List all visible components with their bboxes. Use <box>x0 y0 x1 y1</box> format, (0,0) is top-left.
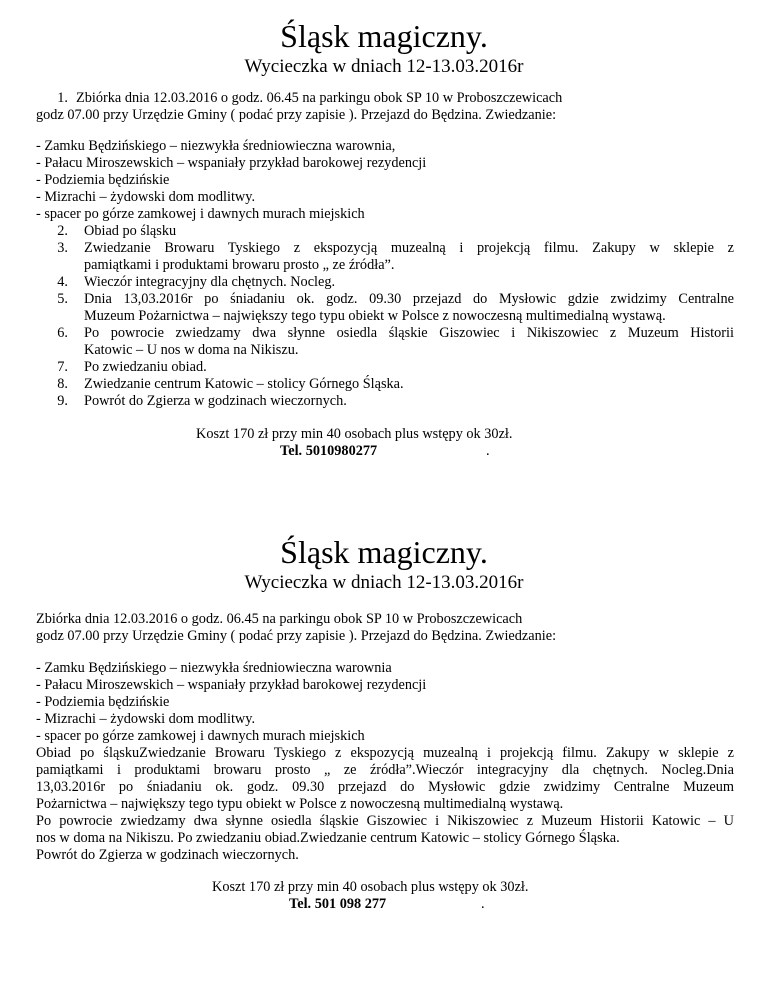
section1-number: 4. <box>57 274 68 290</box>
section1-numbered-item: Muzeum Pożarnictwa – największy tego typu obiekt w Polsce z nowoczesną multimedialną wystawą. <box>84 308 666 324</box>
section1-dash-item: - spacer po górze zamkowej i dawnych murach miejskich <box>36 206 365 222</box>
section2-subtitle: Wycieczka w dniach 12-13.03.2016r <box>244 572 524 593</box>
section1-number: 2. <box>57 223 68 239</box>
section2-title: Śląsk magiczny. <box>280 534 488 570</box>
section1-dot: . <box>486 443 490 459</box>
section1-number: 8. <box>57 376 68 392</box>
section2-phone: Tel. 501 098 277 <box>289 896 387 912</box>
section1-numbered-item: Zwiedzanie Browaru Tyskiego z ekspozycją muzealną i projekcją filmu. Zakupy w sklepie z <box>84 240 734 256</box>
section1-numbered-item: Zwiedzanie centrum Katowic – stolicy Górnego Śląska. <box>84 376 404 392</box>
section2-dash-item: - Pałacu Miroszewskich – wspaniały przykład barokowej rezydencji <box>36 677 427 693</box>
section2-dash-item: - spacer po górze zamkowej i dawnych murach miejskich <box>36 728 365 744</box>
section1-numbered-item: Obiad po śląsku <box>84 223 177 239</box>
section1-dash-item: - Zamku Będzińskiego – niezwykła średniowieczna warownia, <box>36 138 396 154</box>
section1-cost: Koszt 170 zł przy min 40 osobach plus wstępy ok 30zł. <box>196 426 513 442</box>
section2-intro-line: godz 07.00 przy Urzędzie Gminy ( podać przy zapisie ). Przejazd do Będzina. Zwiedzanie: <box>36 628 557 644</box>
section2-cost: Koszt 170 zł przy min 40 osobach plus wstępy ok 30zł. <box>212 879 529 895</box>
section1-dash-item: - Podziemia będzińskie <box>36 172 170 188</box>
section1-numbered-item: Wieczór integracyjny dla chętnych. Nocleg. <box>84 274 336 290</box>
section2-paragraph-line: Powrót do Zgierza w godzinach wieczornych. <box>36 847 299 863</box>
section2-paragraph-line: nos w doma na Nikiszu. Po zwiedzaniu obiad.Zwiedzanie centrum Katowic – stolicy Górnego Śląska. <box>36 830 620 846</box>
section2-dash-item: - Zamku Będzińskiego – niezwykła średniowieczna warownia <box>36 660 392 676</box>
section1-phone: Tel. 5010980277 <box>280 443 378 459</box>
section2-dash-item: - Mizrachi – żydowski dom modlitwy. <box>36 711 256 727</box>
section2-paragraph-line: 13,03.2016r po śniadaniu ok. godz. 09.30 przejazd do Mysłowic gdzie zwidzimy Centralne Muzeum <box>36 779 734 795</box>
section1-intro-line: godz 07.00 przy Urzędzie Gminy ( podać przy zapisie ). Przejazd do Będzina. Zwiedzanie: <box>36 107 557 123</box>
section2-paragraph-line: Po powrocie zwiedzamy dwa słynne osiedla śląskie Giszowiec i Nikiszowiec z Muzeum Historii Katowic – U <box>36 813 734 829</box>
section2-paragraph-line: Obiad po śląskuZwiedzanie Browaru Tyskiego z ekspozycją muzealną i projekcją filmu. Zakupy w sklepie z <box>36 745 734 761</box>
section1-numbered-item: Dnia 13,03.2016r po śniadaniu ok. godz. 09.30 przejazd do Mysłowic gdzie zwidzimy Centralne <box>84 291 734 307</box>
section1-numbered-item: Katowic – U nos w doma na Nikiszu. <box>84 342 299 358</box>
section1-subtitle: Wycieczka w dniach 12-13.03.2016r <box>244 56 524 77</box>
section1-number: 7. <box>57 359 68 375</box>
section1-numbered-item: Po zwiedzaniu obiad. <box>84 359 207 375</box>
section2-paragraph-line: Pożarnictwa – największy tego typu obiekt w Polsce z nowoczesną multimedialną wystawą. <box>36 796 564 812</box>
section1-numbered-item: pamiątkami i produktami browaru prosto „ ze źródła”. <box>84 257 395 273</box>
section1-numbered-item: Po powrocie zwiedzamy dwa słynne osiedla śląskie Giszowiec i Nikiszowiec z Muzeum Historii <box>84 325 734 341</box>
section1-number: 6. <box>57 325 68 341</box>
section2-dash-item: - Podziemia będzińskie <box>36 694 170 710</box>
section2-intro-line: Zbiórka dnia 12.03.2016 o godz. 06.45 na parkingu obok SP 10 w Proboszczewicach <box>36 611 523 627</box>
section1-number: 5. <box>57 291 68 307</box>
section1-dash-item: - Pałacu Miroszewskich – wspaniały przykład barokowej rezydencji <box>36 155 427 171</box>
section1-number: 1. <box>57 90 68 106</box>
section1-number: 3. <box>57 240 68 256</box>
section2-paragraph-line: pamiątkami i produktami browaru prosto „ ze źródła”.Wieczór integracyjny dla chętnych. Nocleg.Dnia <box>36 762 734 778</box>
section1-number: 9. <box>57 393 68 409</box>
section1-title: Śląsk magiczny. <box>280 18 488 54</box>
section1-intro-line: Zbiórka dnia 12.03.2016 o godz. 06.45 na parkingu obok SP 10 w Proboszczewicach <box>76 90 563 106</box>
section1-numbered-item: Powrót do Zgierza w godzinach wieczornych. <box>84 393 347 409</box>
section2-dot: . <box>481 896 485 912</box>
section1-dash-item: - Mizrachi – żydowski dom modlitwy. <box>36 189 256 205</box>
